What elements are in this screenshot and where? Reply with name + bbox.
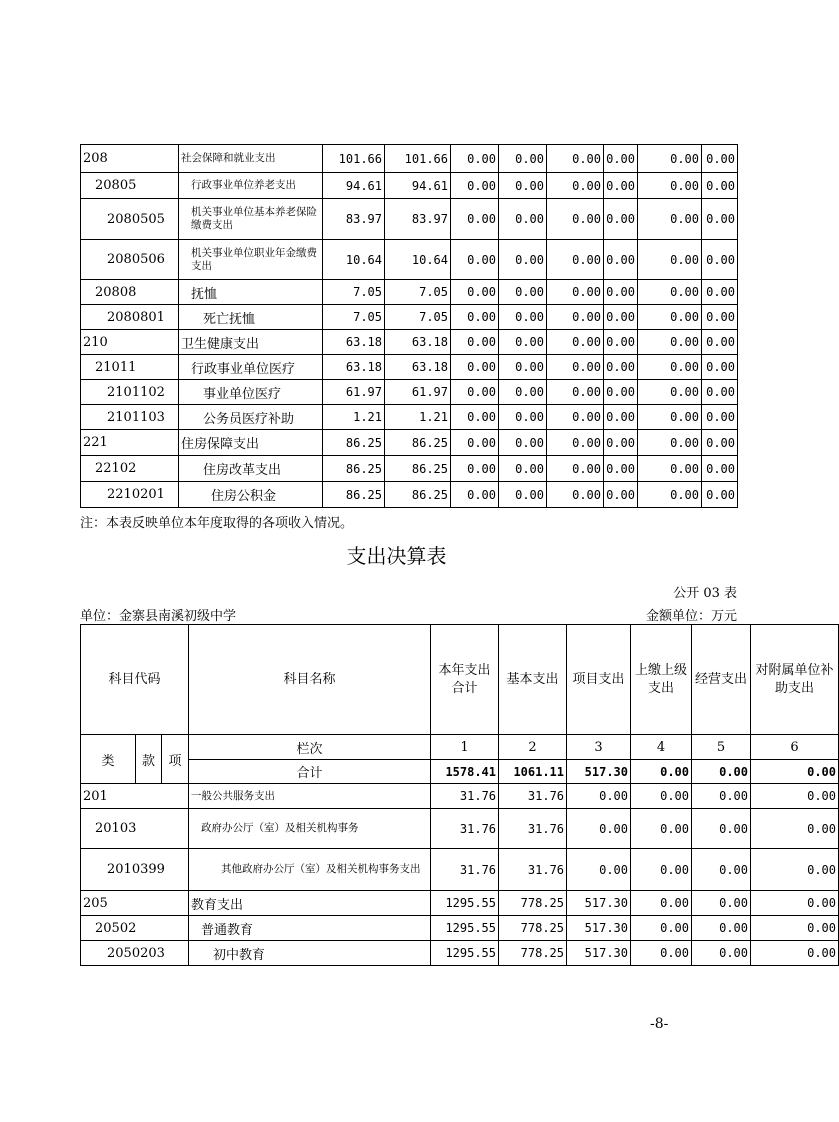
value-cell: 0.00: [604, 482, 638, 508]
value-cell: 0.00: [499, 430, 547, 456]
table-row: [81, 456, 738, 482]
value-cell: 0.00: [638, 456, 702, 482]
subject-name: 公务员医疗补助: [179, 405, 323, 430]
value-cell: 83.97: [385, 199, 451, 240]
subject-name: 一般公共服务支出: [189, 784, 431, 809]
col-number: 1: [431, 735, 499, 760]
subject-code: 2080505: [81, 199, 179, 240]
value-cell: 0.00: [702, 430, 738, 456]
value-cell: 61.97: [385, 380, 451, 405]
subject-name: 行政事业单位养老支出: [179, 173, 323, 199]
value-cell: 0.00: [638, 280, 702, 305]
header-basic: 基本支出: [499, 625, 567, 735]
value-cell: 0.00: [638, 305, 702, 330]
table-row: [81, 240, 738, 280]
value-cell: 0.00: [604, 145, 638, 173]
subject-code: 2050203: [81, 941, 189, 966]
value-cell: 86.25: [385, 430, 451, 456]
value-cell: 0.00: [702, 240, 738, 280]
value-cell: 0.00: [499, 405, 547, 430]
value-cell: 0.00: [604, 240, 638, 280]
value-cell: 0.00: [604, 330, 638, 355]
subject-code: 208: [81, 145, 179, 173]
value-cell: 0.00: [451, 280, 499, 305]
value-cell: 101.66: [385, 145, 451, 173]
total-row: [81, 760, 839, 784]
form-number: 公开 03 表: [673, 586, 737, 601]
value-cell: 0.00: [451, 430, 499, 456]
value-cell: 1.21: [385, 405, 451, 430]
value-cell: 1295.55: [431, 891, 499, 916]
value-cell: 0.00: [702, 173, 738, 199]
value-cell: 1295.55: [431, 941, 499, 966]
header-subsidy: 对附属单位补助支出: [751, 625, 839, 735]
value-cell: 0.00: [451, 330, 499, 355]
value-cell: 0.00: [638, 430, 702, 456]
header-kuan: 款: [136, 735, 162, 784]
value-cell: 0.00: [499, 280, 547, 305]
value-cell: 0.00: [604, 380, 638, 405]
value-cell: 0.00: [751, 891, 839, 916]
table-row: [81, 355, 738, 380]
header-project: 项目支出: [567, 625, 631, 735]
value-cell: 0.00: [702, 145, 738, 173]
subject-code: 2101102: [81, 380, 179, 405]
total-value: 0.00: [631, 760, 692, 784]
subject-code: 2010399: [81, 849, 189, 891]
value-cell: 0.00: [604, 199, 638, 240]
value-cell: 0.00: [499, 199, 547, 240]
value-cell: 0.00: [451, 173, 499, 199]
value-cell: 0.00: [631, 809, 692, 849]
value-cell: 83.97: [323, 199, 385, 240]
col-number: 3: [567, 735, 631, 760]
value-cell: 0.00: [451, 405, 499, 430]
value-cell: 778.25: [499, 916, 567, 941]
value-cell: 0.00: [499, 173, 547, 199]
value-cell: 0.00: [638, 405, 702, 430]
value-cell: 0.00: [567, 849, 631, 891]
value-cell: 0.00: [567, 809, 631, 849]
subject-code: 20805: [81, 173, 179, 199]
value-cell: 517.30: [567, 916, 631, 941]
value-cell: 0.00: [499, 380, 547, 405]
value-cell: 0.00: [604, 456, 638, 482]
table-row: [81, 380, 738, 405]
value-cell: 0.00: [547, 482, 604, 508]
table-row: [81, 199, 738, 240]
subject-name: 机关事业单位职业年金缴费支出: [179, 240, 323, 280]
value-cell: 0.00: [499, 145, 547, 173]
value-cell: 0.00: [702, 280, 738, 305]
header-business: 经营支出: [692, 625, 751, 735]
value-cell: 0.00: [451, 456, 499, 482]
subject-name: 住房保障支出: [179, 430, 323, 456]
subject-code: 21011: [81, 355, 179, 380]
subject-name: 住房公积金: [179, 482, 323, 508]
value-cell: 0.00: [692, 941, 751, 966]
value-cell: 0.00: [547, 240, 604, 280]
value-cell: 31.76: [431, 849, 499, 891]
table-row: [81, 280, 738, 305]
value-cell: 0.00: [604, 355, 638, 380]
header-upper: 上缴上级支出: [631, 625, 692, 735]
header-xiang: 项: [162, 735, 189, 784]
value-cell: 10.64: [323, 240, 385, 280]
value-cell: 0.00: [499, 482, 547, 508]
value-cell: 0.00: [499, 456, 547, 482]
value-cell: 0.00: [751, 784, 839, 809]
value-cell: 0.00: [702, 456, 738, 482]
value-cell: 86.25: [385, 482, 451, 508]
table-row: [81, 405, 738, 430]
header-code: 科目代码: [81, 625, 189, 735]
value-cell: 0.00: [702, 405, 738, 430]
value-cell: 0.00: [547, 199, 604, 240]
col-number: 4: [631, 735, 692, 760]
subject-code: 205: [81, 891, 189, 916]
value-cell: 0.00: [451, 240, 499, 280]
value-cell: 0.00: [751, 916, 839, 941]
table-row: [81, 916, 839, 941]
table-row: [81, 173, 738, 199]
value-cell: 0.00: [692, 809, 751, 849]
value-cell: 86.25: [323, 482, 385, 508]
value-cell: 94.61: [385, 173, 451, 199]
table-row: [81, 482, 738, 508]
subject-name: 普通教育: [189, 916, 431, 941]
value-cell: 101.66: [323, 145, 385, 173]
value-cell: 31.76: [431, 809, 499, 849]
value-cell: 0.00: [638, 482, 702, 508]
value-cell: 31.76: [499, 809, 567, 849]
value-cell: 0.00: [547, 330, 604, 355]
value-cell: 0.00: [702, 482, 738, 508]
subject-name: 其他政府办公厅（室）及相关机构事务支出: [189, 849, 431, 891]
value-cell: 0.00: [451, 199, 499, 240]
table-row: [81, 305, 738, 330]
value-cell: 61.97: [323, 380, 385, 405]
value-cell: 7.05: [385, 305, 451, 330]
value-cell: 0.00: [702, 199, 738, 240]
value-cell: 0.00: [547, 380, 604, 405]
value-cell: 0.00: [547, 305, 604, 330]
value-cell: 0.00: [692, 849, 751, 891]
table-row: [81, 784, 839, 809]
value-cell: 0.00: [702, 305, 738, 330]
subject-name: 初中教育: [189, 941, 431, 966]
table-row: [81, 330, 738, 355]
table-row: [81, 941, 839, 966]
subject-code: 22102: [81, 456, 179, 482]
subject-code: 2080506: [81, 240, 179, 280]
subject-code: 20502: [81, 916, 189, 941]
value-cell: 0.00: [631, 849, 692, 891]
value-cell: 1295.55: [431, 916, 499, 941]
subject-code: 2101103: [81, 405, 179, 430]
value-cell: 0.00: [451, 355, 499, 380]
value-cell: 778.25: [499, 941, 567, 966]
subject-name: 事业单位医疗: [179, 380, 323, 405]
value-cell: 0.00: [638, 380, 702, 405]
value-cell: 0.00: [604, 173, 638, 199]
value-cell: 0.00: [499, 240, 547, 280]
amount-unit: 金额单位：万元: [645, 609, 737, 624]
table-row: [81, 891, 839, 916]
value-cell: 31.76: [431, 784, 499, 809]
value-cell: 31.76: [499, 784, 567, 809]
subject-code: 20103: [81, 809, 189, 849]
subject-code: 210: [81, 330, 179, 355]
subject-code: 201: [81, 784, 189, 809]
subject-name: 死亡抚恤: [179, 305, 323, 330]
expenditure-table: [80, 624, 839, 966]
value-cell: 86.25: [323, 456, 385, 482]
total-value: 517.30: [567, 760, 631, 784]
value-cell: 63.18: [323, 330, 385, 355]
value-cell: 0.00: [547, 430, 604, 456]
subject-name: 行政事业单位医疗: [179, 355, 323, 380]
value-cell: 0.00: [547, 405, 604, 430]
value-cell: 517.30: [567, 891, 631, 916]
unit-label: 单位：金寨县南溪初级中学: [80, 609, 237, 624]
value-cell: 0.00: [451, 380, 499, 405]
value-cell: 0.00: [451, 482, 499, 508]
subject-name: 抚恤: [179, 280, 323, 305]
value-cell: 0.00: [631, 891, 692, 916]
header-row: [81, 625, 839, 735]
value-cell: 0.00: [567, 784, 631, 809]
total-value: 1061.11: [499, 760, 567, 784]
value-cell: 0.00: [638, 199, 702, 240]
value-cell: 86.25: [385, 456, 451, 482]
value-cell: 0.00: [702, 380, 738, 405]
value-cell: 0.00: [692, 784, 751, 809]
value-cell: 63.18: [385, 355, 451, 380]
value-cell: 10.64: [385, 240, 451, 280]
value-cell: 0.00: [631, 784, 692, 809]
subject-name: 机关事业单位基本养老保险缴费支出: [179, 199, 323, 240]
table-row: [81, 809, 839, 849]
subject-name: 教育支出: [189, 891, 431, 916]
value-cell: 0.00: [547, 280, 604, 305]
value-cell: 0.00: [692, 891, 751, 916]
value-cell: 0.00: [547, 173, 604, 199]
value-cell: 0.00: [638, 173, 702, 199]
header-name: 科目名称: [189, 625, 431, 735]
table-row: [81, 849, 839, 891]
value-cell: 0.00: [702, 330, 738, 355]
value-cell: 0.00: [638, 145, 702, 173]
value-cell: 0.00: [547, 456, 604, 482]
subject-name: 政府办公厅（室）及相关机构事务: [189, 809, 431, 849]
value-cell: 517.30: [567, 941, 631, 966]
subject-code: 2210201: [81, 482, 179, 508]
value-cell: 0.00: [751, 849, 839, 891]
value-cell: 63.18: [323, 355, 385, 380]
value-cell: 63.18: [385, 330, 451, 355]
page-number: -8-: [650, 1016, 669, 1032]
table-row: [81, 430, 738, 456]
value-cell: 86.25: [323, 430, 385, 456]
value-cell: 0.00: [604, 280, 638, 305]
value-cell: 0.00: [451, 305, 499, 330]
table-row: [81, 145, 738, 173]
col-number: 6: [751, 735, 839, 760]
header-total: 本年支出合计: [431, 625, 499, 735]
value-cell: 7.05: [323, 305, 385, 330]
value-cell: 0.00: [547, 355, 604, 380]
value-cell: 7.05: [385, 280, 451, 305]
value-cell: 0.00: [638, 240, 702, 280]
value-cell: 0.00: [631, 941, 692, 966]
value-cell: 0.00: [451, 145, 499, 173]
subject-code: 2080801: [81, 305, 179, 330]
subject-name: 社会保障和就业支出: [179, 145, 323, 173]
value-cell: 7.05: [323, 280, 385, 305]
value-cell: 0.00: [638, 355, 702, 380]
table-note: 注：本表反映单位本年度取得的各项收入情况。: [80, 516, 354, 531]
header-lei: 类: [81, 735, 136, 784]
subject-name: 住房改革支出: [179, 456, 323, 482]
page-title: 支出决算表: [346, 544, 447, 568]
value-cell: 0.00: [604, 430, 638, 456]
value-cell: 94.61: [323, 173, 385, 199]
total-value: 0.00: [751, 760, 839, 784]
value-cell: 0.00: [638, 330, 702, 355]
column-number-row: [81, 735, 839, 760]
total-value: 1578.41: [431, 760, 499, 784]
value-cell: 778.25: [499, 891, 567, 916]
income-table-continued: [80, 144, 738, 508]
col-number: 2: [499, 735, 567, 760]
value-cell: 0.00: [751, 809, 839, 849]
subject-name: 卫生健康支出: [179, 330, 323, 355]
value-cell: 0.00: [631, 916, 692, 941]
subject-code: 221: [81, 430, 179, 456]
value-cell: 0.00: [547, 145, 604, 173]
total-value: 0.00: [692, 760, 751, 784]
subject-code: 20808: [81, 280, 179, 305]
value-cell: 0.00: [604, 405, 638, 430]
value-cell: 1.21: [323, 405, 385, 430]
value-cell: 0.00: [499, 355, 547, 380]
value-cell: 0.00: [692, 916, 751, 941]
header-heji: 合计: [189, 760, 431, 784]
value-cell: 0.00: [751, 941, 839, 966]
value-cell: 31.76: [499, 849, 567, 891]
value-cell: 0.00: [499, 305, 547, 330]
value-cell: 0.00: [702, 355, 738, 380]
value-cell: 0.00: [604, 305, 638, 330]
col-number: 5: [692, 735, 751, 760]
value-cell: 0.00: [499, 330, 547, 355]
header-lanci: 栏次: [189, 735, 431, 760]
